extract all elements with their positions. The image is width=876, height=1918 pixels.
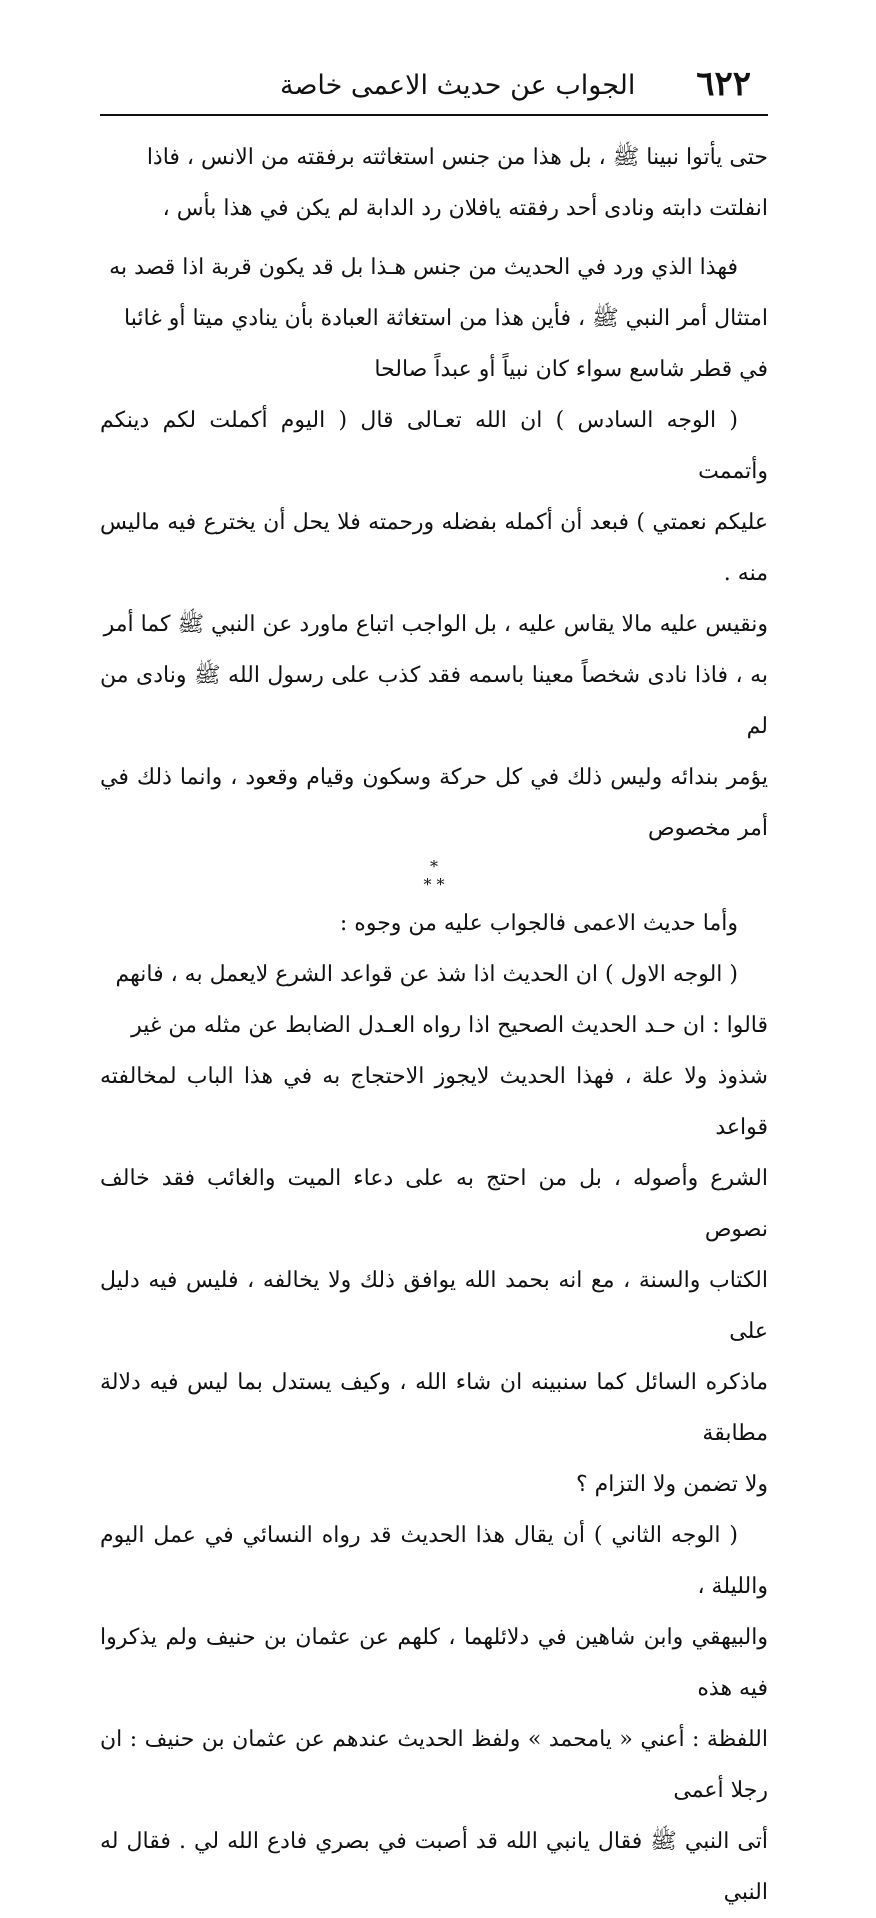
text-line: قالوا : ان حـد الحديث الصحيح اذا رواه العـدل الضابط عن مثله من غير bbox=[131, 1013, 768, 1038]
text-line: انفلتت دابته ونادى أحد رفقته يافلان رد الدابة لم يكن في هذا بأس ، bbox=[162, 196, 768, 221]
text-line: الشرع وأصوله ، بل من احتج به على دعاء الميت والغائب فقد خالف نصوص bbox=[100, 1166, 768, 1242]
page-number: ٦٢٢ bbox=[696, 64, 751, 104]
text-line: يؤمر بندائه وليس ذلك في كل حركة وسكون وقيام وقعود ، وانما ذلك في أمر مخصوص bbox=[100, 765, 768, 841]
paragraph-start-line: ( الوجه السادس ) ان الله تعـالى قال ( اليوم أكملت لكم دينكم وأتممت bbox=[100, 408, 768, 484]
text-line: الكتاب والسنة ، مع انه بحمد الله يوافق ذلك ولا يخالفه ، فليس فيه دليل على bbox=[100, 1268, 768, 1344]
paragraph-start-line: فهذا الذي ورد في الحديث من جنس هـذا بل قد يكون قربة اذا قصد به bbox=[109, 255, 738, 280]
section-separator bbox=[100, 858, 768, 894]
header-rule bbox=[100, 114, 768, 116]
body-text bbox=[100, 132, 768, 1918]
text-line: أتى النبي ﷺ فقال يانبي الله قد أصبت في بصري فادع الله لي . فقال له النبي bbox=[100, 1829, 768, 1905]
text-line: شذوذ ولا علة ، فهذا الحديث لايجوز الاحتجاج به في هذا الباب لمخالفته قواعد bbox=[100, 1064, 768, 1140]
running-title: الجواب عن حديث الاعمى خاصة bbox=[280, 70, 636, 101]
text-line: ماذكره السائل كما سنبينه ان شاء الله ، وكيف يستدل بما ليس فيه دلالة مطابقة bbox=[100, 1370, 768, 1446]
text-line: اللفظة : أعني « يامحمد » ولفظ الحديث عندهم عن عثمان بن حنيف : ان رجلا أعمى bbox=[100, 1727, 768, 1803]
paragraph-start-line: ( الوجه الثاني ) أن يقال هذا الحديث قد رواه النسائي في عمل اليوم والليلة ، bbox=[100, 1523, 768, 1599]
text-line: به ، فاذا نادى شخصاً معينا باسمه فقد كذب على رسول الله ﷺ ونادى من لم bbox=[100, 663, 768, 739]
text-line: عليكم نعمتي ) فبعد أن أكمله بفضله ورحمته فلا يحل أن يخترع فيه ماليس منه . bbox=[100, 510, 768, 586]
text-line: حتى يأتوا نبينا ﷺ ، بل هذا من جنس استغاثته برفقته من الانس ، فاذا bbox=[146, 145, 768, 170]
separator-stars: * * bbox=[423, 875, 445, 894]
text-line: امتثال أمر النبي ﷺ ، فأين هذا من استغاثة العبادة بأن ينادي ميتا أو غائبا bbox=[124, 306, 768, 331]
text-line: ونقيس عليه مالا يقاس عليه ، بل الواجب اتباع ماورد عن النبي ﷺ كما أمر bbox=[103, 612, 768, 637]
text-line: ولا تضمن ولا التزام ؟ bbox=[576, 1472, 768, 1497]
paragraph-start-line: ( الوجه الاول ) ان الحديث اذا شذ عن قواعد الشرع لايعمل به ، فانهم bbox=[115, 962, 738, 987]
text-line: في قطر شاسع سواء كان نبياً أو عبداً صالحا bbox=[374, 357, 768, 382]
page-header bbox=[100, 64, 751, 112]
section-heading-line: وأما حديث الاعمى فالجواب عليه من وجوه : bbox=[339, 911, 738, 936]
text-line: والبيهقي وابن شاهين في دلائلهما ، كلهم عن عثمان بن حنيف ولم يذكروا فيه هذه bbox=[100, 1625, 768, 1701]
separator-star: * bbox=[430, 857, 438, 876]
